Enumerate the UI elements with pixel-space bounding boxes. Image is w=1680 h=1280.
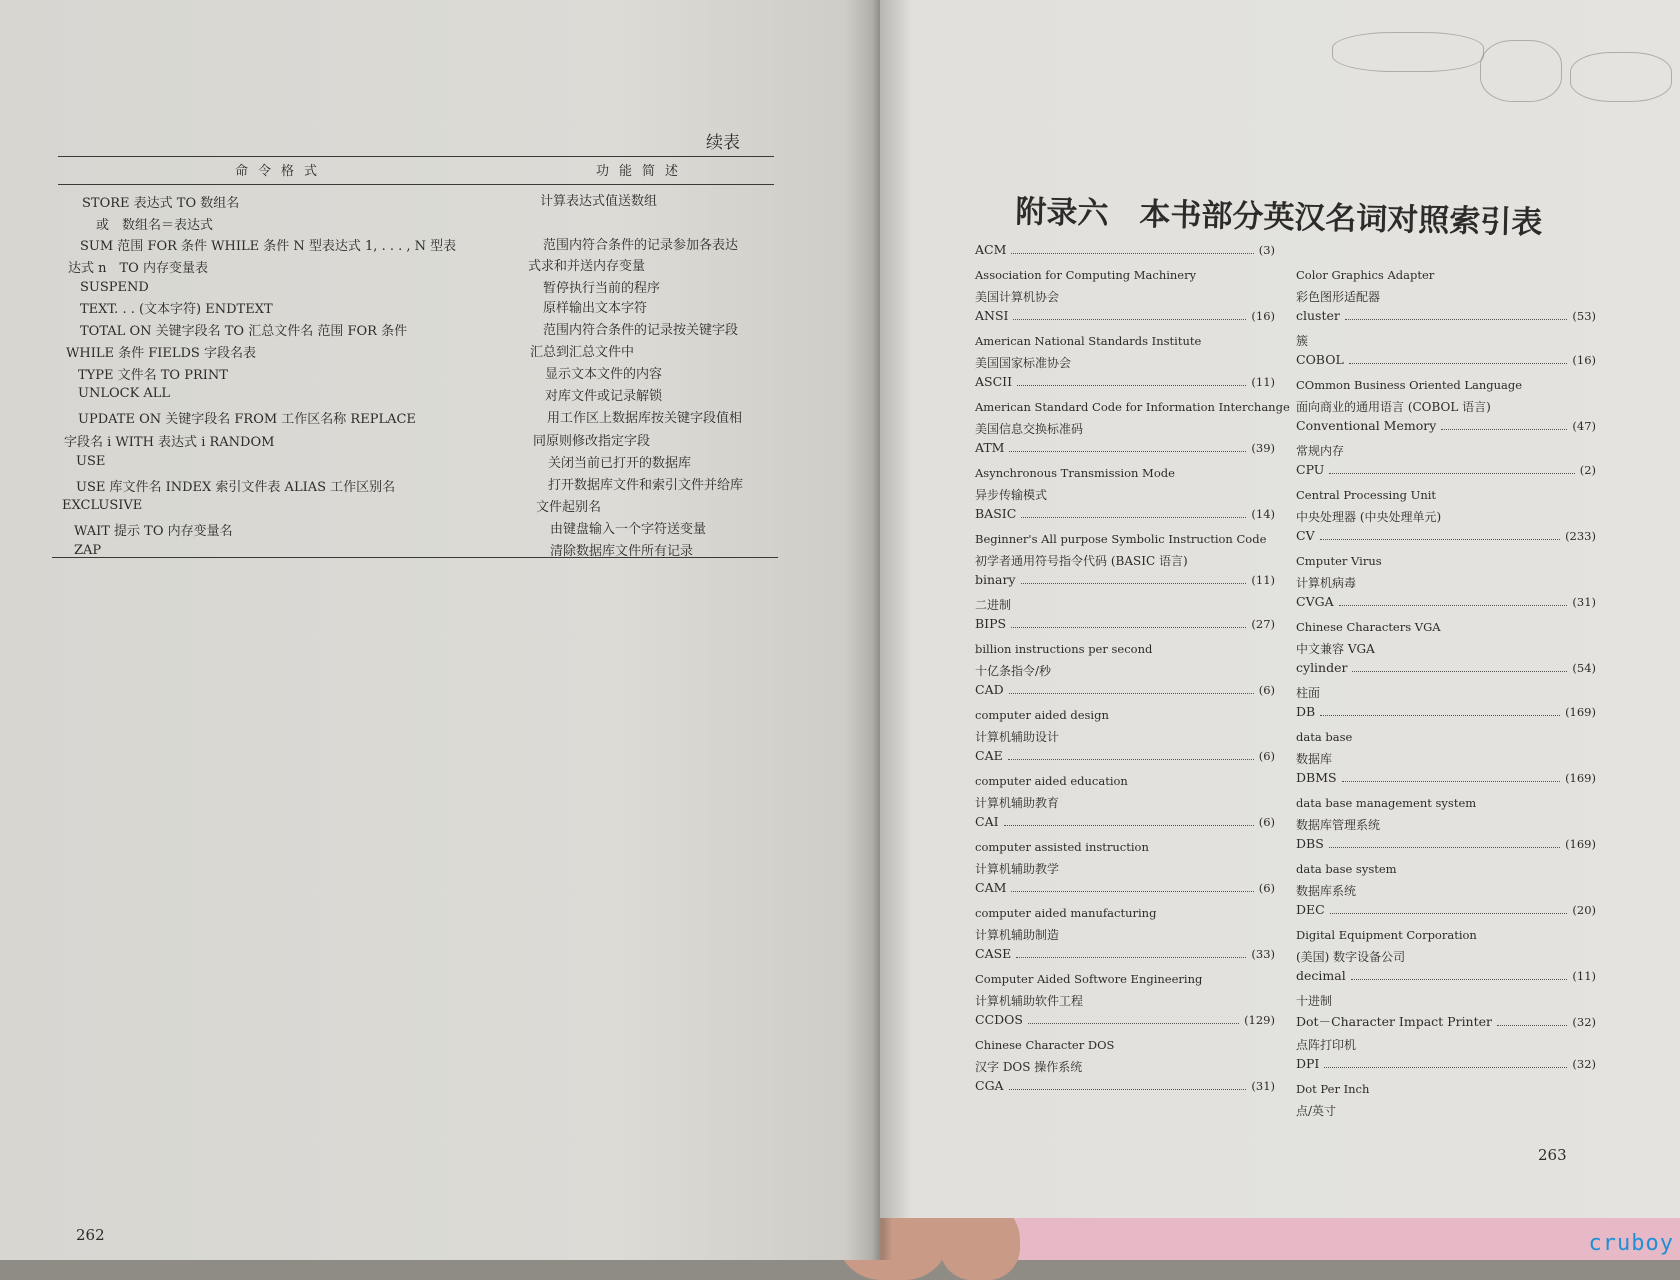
- index-page-ref: (20): [1572, 903, 1596, 917]
- index-term: CAI: [975, 814, 999, 829]
- index-entry: [1296, 704, 1596, 770]
- table-row-command: TOTAL ON 关键字段名 TO 汇总文件名 范围 FOR 条件: [80, 324, 408, 339]
- leader-dots: [1339, 605, 1568, 606]
- table-row-function: 用工作区上数据库按关键字段值相: [547, 411, 743, 426]
- index-page-ref: (169): [1565, 837, 1596, 851]
- index-term: DEC: [1296, 902, 1325, 917]
- index-english: computer aided education: [975, 774, 1128, 788]
- leader-dots: [1324, 1067, 1567, 1068]
- index-term: BIPS: [975, 616, 1007, 631]
- index-term: ASCII: [975, 374, 1013, 389]
- index-chinese: 数据库管理系统: [1296, 818, 1381, 832]
- table-row-command: STORE 表达式 TO 数组名: [82, 196, 240, 211]
- table-row-command: TEXT. . . (文本字符) ENDTEXT: [80, 302, 273, 317]
- index-page-ref: (6): [1258, 683, 1275, 697]
- index-english: Dot Per Inch: [1296, 1082, 1370, 1096]
- index-chinese: 数据库系统: [1296, 884, 1357, 898]
- leader-dots: [1441, 429, 1567, 430]
- index-chinese: 彩色图形适配器: [1296, 290, 1381, 304]
- index-page-ref: (33): [1251, 947, 1275, 961]
- index-term: CAM: [975, 880, 1007, 895]
- index-entry: [975, 616, 1275, 682]
- page-number-right: 263: [1538, 1146, 1567, 1164]
- index-term: COBOL: [1296, 352, 1344, 367]
- index-entry: [975, 1078, 1275, 1100]
- table-top-rule: [58, 156, 774, 157]
- index-term: CASE: [975, 946, 1012, 961]
- table-row-command: TYPE 文件名 TO PRINT: [78, 368, 228, 383]
- index-page-ref: (129): [1244, 1013, 1275, 1027]
- table-row-function: 文件起别名: [536, 500, 602, 515]
- index-english: data base management system: [1296, 796, 1477, 810]
- index-page-ref: (53): [1572, 309, 1596, 323]
- table-row-function: 由键盘输入一个字符送变量: [550, 522, 707, 537]
- index-page-ref: (11): [1572, 969, 1596, 983]
- pencil-scribble: [1332, 32, 1484, 72]
- leader-dots: [1329, 473, 1574, 474]
- index-entry: [1296, 902, 1596, 968]
- index-english: Beginner's All purpose Symbolic Instruction Code: [975, 532, 1267, 546]
- index-term: ACM: [975, 242, 1007, 257]
- index-entry: [975, 572, 1275, 616]
- index-english: COmmon Business Oriented Language: [1296, 378, 1523, 392]
- table-row-command: WAIT 提示 TO 内存变量名: [74, 524, 233, 539]
- table-row-command: UNLOCK ALL: [78, 386, 171, 401]
- table-row-command: SUSPEND: [80, 280, 149, 295]
- index-entry: [975, 1012, 1275, 1078]
- leader-dots: [1011, 891, 1253, 892]
- leader-dots: [1016, 957, 1246, 958]
- index-term: CAD: [975, 682, 1004, 697]
- index-chinese: 十亿条指令/秒: [975, 664, 1052, 678]
- leader-dots: [1320, 539, 1560, 540]
- index-english: Chinese Characters VGA: [1296, 620, 1441, 634]
- continuation-label: 续表: [706, 133, 740, 153]
- table-row-command: WHILE 条件 FIELDS 字段名表: [66, 346, 256, 361]
- index-english: Computer Aided Softwore Engineering: [975, 972, 1203, 986]
- header-command-format: 命令格式: [235, 164, 328, 179]
- index-chinese: 美国信息交换标准码: [975, 422, 1084, 436]
- table-row-command: 或 数组名＝表达式: [96, 218, 214, 233]
- table-row-function: 关闭当前已打开的数据库: [548, 456, 692, 471]
- table-bottom-rule: [52, 557, 778, 558]
- leader-dots: [1352, 671, 1567, 672]
- index-page-ref: (169): [1565, 771, 1596, 785]
- index-english: Central Processing Unit: [1296, 488, 1437, 502]
- leader-dots: [1329, 847, 1560, 848]
- index-term: binary: [975, 572, 1016, 587]
- index-english: data base system: [1296, 862, 1397, 876]
- leader-dots: [1342, 781, 1560, 782]
- leader-dots: [1028, 1023, 1239, 1024]
- table-row-command: 达式 n TO 内存变量表: [68, 261, 208, 276]
- index-term: ANSI: [975, 308, 1009, 323]
- index-english: Cmputer Virus: [1296, 554, 1382, 568]
- table-row-function: 暂停执行当前的程序: [543, 281, 661, 296]
- header-function-summary: 功能简述: [596, 164, 689, 179]
- index-page-ref: (6): [1258, 881, 1275, 895]
- index-page-ref: (39): [1251, 441, 1275, 455]
- index-entry: [975, 748, 1275, 814]
- index-term: Conventional Memory: [1296, 418, 1437, 433]
- index-english: billion instructions per second: [975, 642, 1153, 656]
- index-chinese: 计算机病毒: [1296, 576, 1357, 590]
- index-chinese: 柱面: [1296, 686, 1321, 700]
- index-english: computer assisted instruction: [975, 840, 1149, 854]
- index-term: CGA: [975, 1078, 1004, 1093]
- index-chinese: (美国) 数字设备公司: [1296, 950, 1406, 964]
- index-page-ref: (27): [1251, 617, 1275, 631]
- index-english: Chinese Character DOS: [975, 1038, 1115, 1052]
- index-page-ref: (54): [1572, 661, 1596, 675]
- index-english: American National Standards Institute: [975, 334, 1202, 348]
- leader-dots: [1349, 363, 1568, 364]
- index-chinese: 中央处理器 (中央处理单元): [1296, 510, 1442, 524]
- index-entry: [1296, 308, 1596, 352]
- index-chinese: 点/英寸: [1296, 1104, 1337, 1118]
- index-page-ref: (16): [1572, 353, 1596, 367]
- index-chinese: 计算机辅助教学: [975, 862, 1060, 876]
- index-english: Association for Computing Machinery: [975, 268, 1197, 282]
- leader-dots: [1345, 319, 1568, 320]
- index-entry: [975, 880, 1275, 946]
- index-chinese: 计算机辅助设计: [975, 730, 1060, 744]
- index-chinese: 计算机辅助制造: [975, 928, 1060, 942]
- index-english: Digital Equipment Corporation: [1296, 928, 1477, 942]
- index-english: American Standard Code for Information Interchange: [975, 400, 1290, 414]
- leader-dots: [1351, 979, 1568, 980]
- leader-dots: [1009, 451, 1246, 452]
- index-entry: [1296, 594, 1596, 660]
- table-row-command: EXCLUSIVE: [62, 498, 143, 513]
- index-chinese: 常规内存: [1296, 444, 1345, 458]
- index-chinese: 二进制: [975, 598, 1012, 612]
- table-row-function: 式求和并送内存变量: [528, 259, 646, 274]
- table-row-function: 打开数据库文件和索引文件并给库: [548, 478, 744, 493]
- index-chinese: 美国计算机协会: [975, 290, 1060, 304]
- table-row-function: 汇总到汇总文件中: [530, 345, 635, 360]
- pencil-scribble: [1570, 52, 1672, 102]
- index-page-ref: (31): [1251, 1079, 1275, 1093]
- leader-dots: [1330, 913, 1568, 914]
- leader-dots: [1009, 1089, 1247, 1090]
- index-entry-continued: [1296, 264, 1596, 308]
- index-page-ref: (2): [1579, 463, 1596, 477]
- index-page-ref: (11): [1251, 375, 1275, 389]
- index-chinese: 美国国家标准协会: [975, 356, 1072, 370]
- index-entry: [975, 506, 1275, 572]
- index-term: CVGA: [1296, 594, 1334, 609]
- index-term: decimal: [1296, 968, 1346, 983]
- index-term: ATM: [975, 440, 1005, 455]
- index-page-ref: (6): [1258, 749, 1275, 763]
- index-entry: [1296, 418, 1596, 462]
- leader-dots: [1004, 825, 1254, 826]
- index-term: DBMS: [1296, 770, 1337, 785]
- index-entry: [1296, 836, 1596, 902]
- index-chinese: 簇: [1296, 334, 1309, 348]
- index-page-ref: (16): [1251, 309, 1275, 323]
- index-page-ref: (6): [1258, 815, 1275, 829]
- table-row-function: 范围内符合条件的记录按关键字段: [543, 323, 739, 338]
- table-row-command: USE: [76, 454, 106, 469]
- index-page-ref: (14): [1251, 507, 1275, 521]
- index-entry: [1296, 770, 1596, 836]
- table-row-function: 对库文件或记录解锁: [545, 389, 663, 404]
- table-row-function: 显示文本文件的内容: [545, 367, 663, 382]
- table-row-function: 原样输出文本字符: [543, 301, 648, 316]
- index-term: DB: [1296, 704, 1316, 719]
- index-page-ref: (3): [1258, 243, 1275, 257]
- index-entry: [1296, 1012, 1596, 1056]
- table-row-command: ZAP: [74, 543, 102, 558]
- index-chinese: 计算机辅助教育: [975, 796, 1060, 810]
- index-term: DBS: [1296, 836, 1324, 851]
- index-english: computer aided manufacturing: [975, 906, 1157, 920]
- index-page-ref: (169): [1565, 705, 1596, 719]
- table-row-command: SUM 范围 FOR 条件 WHILE 条件 N 型表达式 1, . . . , N 型表: [80, 239, 457, 254]
- leader-dots: [1008, 759, 1254, 760]
- pencil-scribble: [1480, 40, 1562, 102]
- leader-dots: [1497, 1025, 1567, 1026]
- index-column-left: [975, 242, 1290, 1100]
- index-english: Asynchronous Transmission Mode: [975, 466, 1175, 480]
- index-chinese: 中文兼容 VGA: [1296, 642, 1375, 656]
- index-entry: [975, 308, 1275, 374]
- index-term: CPU: [1296, 462, 1325, 477]
- leader-dots: [1320, 715, 1560, 716]
- index-page-ref: (11): [1251, 573, 1275, 587]
- index-term: CCDOS: [975, 1012, 1023, 1027]
- index-chinese: 异步传输模式: [975, 488, 1048, 502]
- index-term: cylinder: [1296, 660, 1348, 675]
- index-entry: [1296, 462, 1596, 528]
- index-chinese: 面向商业的通用语言 (COBOL 语言): [1296, 400, 1491, 414]
- leader-dots: [1009, 693, 1254, 694]
- index-page-ref: (47): [1572, 419, 1596, 433]
- index-entry: [1296, 968, 1596, 1012]
- index-chinese: 点阵打印机: [1296, 1038, 1357, 1052]
- index-term: cluster: [1296, 308, 1340, 323]
- leader-dots: [1021, 517, 1246, 518]
- index-chinese: 十进制: [1296, 994, 1333, 1008]
- index-page-ref: (233): [1565, 529, 1596, 543]
- index-page-ref: (32): [1572, 1057, 1596, 1071]
- index-entry: [975, 374, 1290, 440]
- index-term: DPI: [1296, 1056, 1320, 1071]
- watermark: cruboy: [1588, 1231, 1674, 1256]
- table-row-command: USE 库文件名 INDEX 索引文件表 ALIAS 工作区别名: [76, 480, 396, 495]
- index-entry: [1296, 1056, 1596, 1122]
- index-entry: [975, 440, 1275, 506]
- index-entry: [1296, 352, 1596, 418]
- table-row-function: 计算表达式值送数组: [540, 194, 658, 209]
- index-chinese: 数据库: [1296, 752, 1333, 766]
- table-row-function: 清除数据库文件所有记录: [550, 544, 694, 559]
- table-row-function: 范围内符合条件的记录参加各表达: [543, 238, 739, 253]
- index-column-right: [1296, 264, 1596, 1122]
- index-term: BASIC: [975, 506, 1017, 521]
- table-row-command: UPDATE ON 关键字段名 FROM 工作区名称 REPLACE: [78, 412, 416, 427]
- table-row-function: 同原则修改指定字段: [533, 434, 651, 449]
- index-page-ref: (32): [1572, 1015, 1596, 1029]
- index-term: CAE: [975, 748, 1003, 763]
- index-chinese: 初学者通用符号指令代码 (BASIC 语言): [975, 554, 1188, 568]
- leader-dots: [1011, 253, 1253, 254]
- index-chinese: 计算机辅助软件工程: [975, 994, 1084, 1008]
- leader-dots: [1017, 385, 1246, 386]
- index-entry: [975, 814, 1275, 880]
- index-chinese: 汉字 DOS 操作系统: [975, 1060, 1083, 1074]
- leader-dots: [1021, 583, 1247, 584]
- index-term: Dot－Character Impact Printer: [1296, 1014, 1493, 1029]
- index-english: data base: [1296, 730, 1353, 744]
- index-entry: [975, 682, 1275, 748]
- index-page-ref: (31): [1572, 595, 1596, 609]
- leader-dots: [1013, 319, 1246, 320]
- appendix-title: 附录六 本书部分英汉名词对照索引表: [1015, 193, 1543, 242]
- leader-dots: [1011, 627, 1246, 628]
- page-number-left: 262: [76, 1226, 105, 1244]
- index-english: computer aided design: [975, 708, 1109, 722]
- table-header-rule: [58, 184, 774, 185]
- index-term: CV: [1296, 528, 1315, 543]
- index-entry: [1296, 660, 1596, 704]
- table-row-command: 字段名 i WITH 表达式 i RANDOM: [64, 435, 275, 450]
- index-entry: [975, 946, 1275, 1012]
- index-entry: [1296, 528, 1596, 594]
- index-english: Color Graphics Adapter: [1296, 268, 1435, 282]
- index-entry: [975, 242, 1275, 308]
